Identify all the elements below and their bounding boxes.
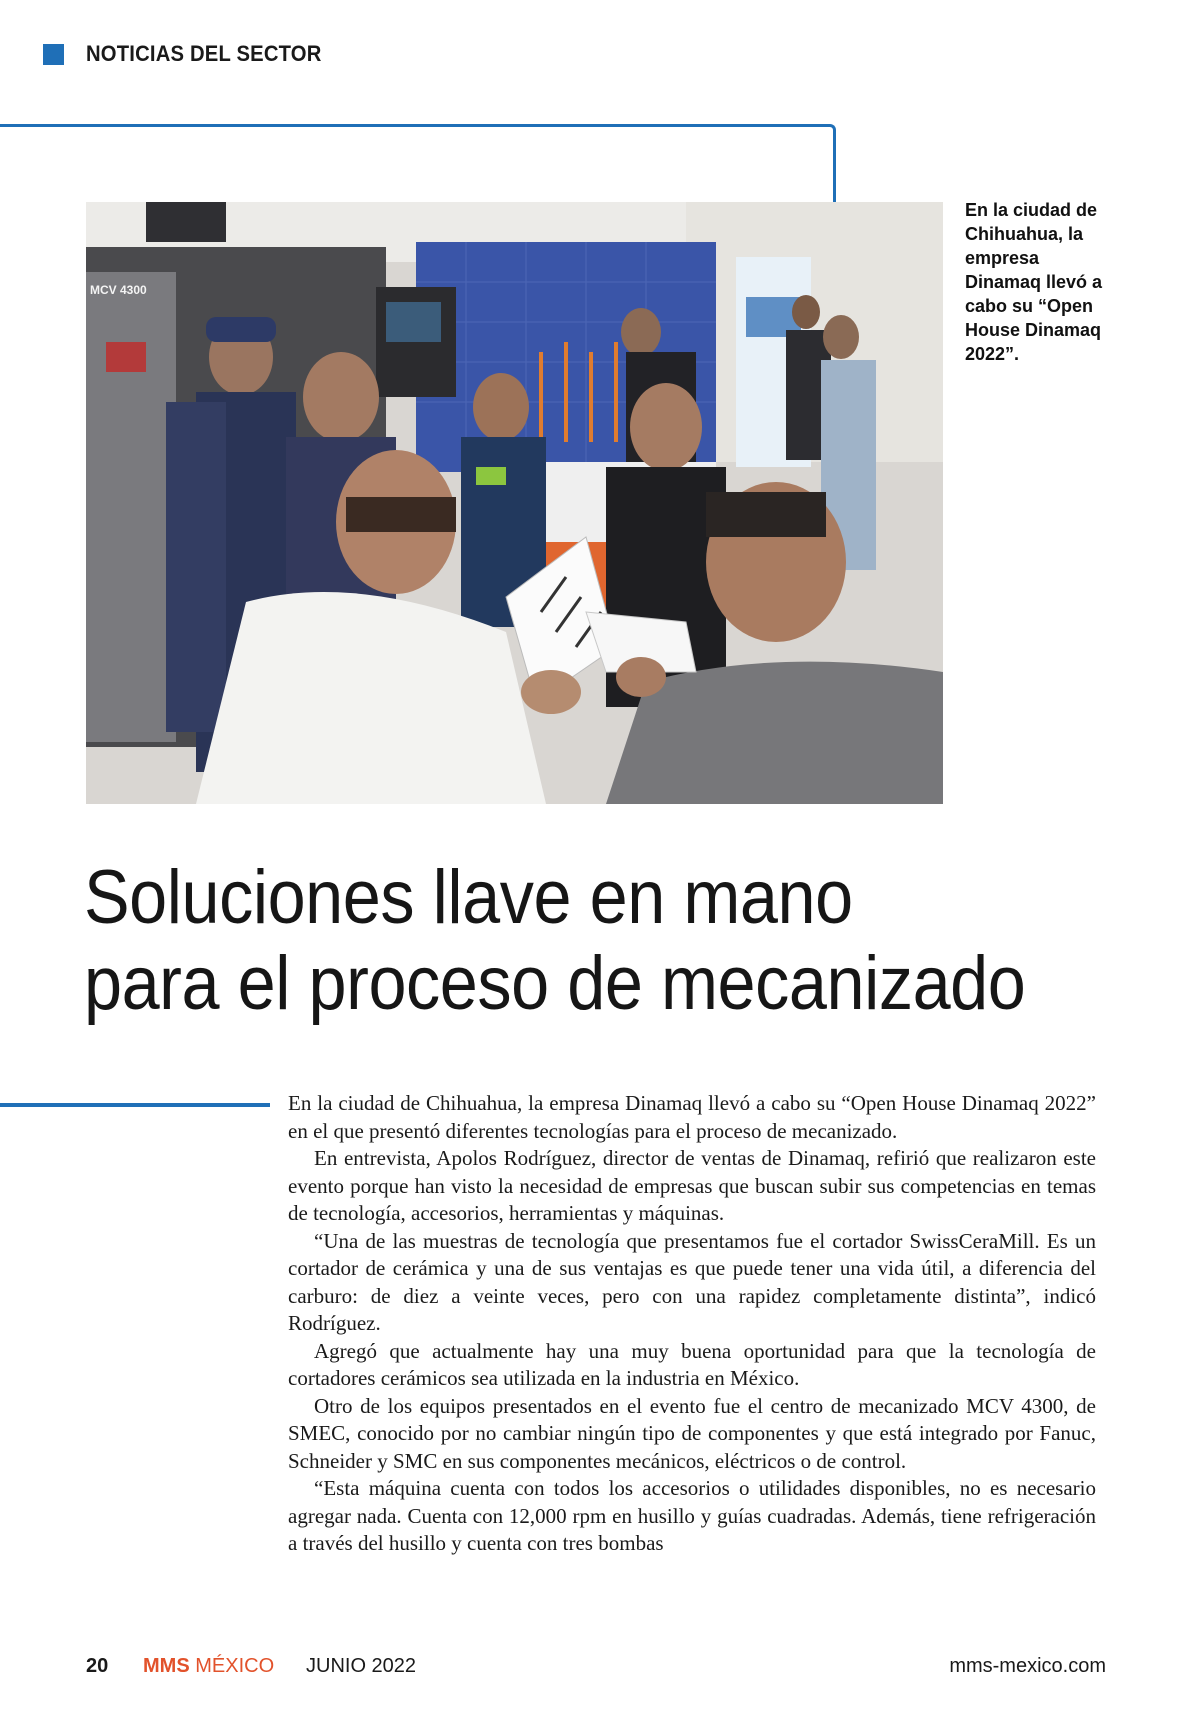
publication-brand [143,1655,274,1678]
event-photo [86,202,943,804]
brand-mms: MMS [143,1655,190,1677]
paragraph: Otro de los equipos presentados en el evento fue el centro de mecanizado MCV 4300, de SMEC, conocido por no cambiar ningún tipo de componentes y que está integrado por Fanuc, Schneider y SMC en sus componentes mecánicos, eléctricos o de control. [288,1393,1096,1473]
issue-date: JUNIO 2022 [306,1655,417,1677]
decorative-frame-line [0,124,836,204]
article-title [84,855,1038,1027]
section-marker [43,44,64,65]
website-link[interactable]: mms-mexico.com [949,1655,1106,1677]
title-line-2: para el proceso de mecanizado [84,941,1026,1026]
article-body [288,1090,1096,1558]
photo-caption: En la ciudad de Chihuahua, la empresa Dinamaq llevó a cabo su “Open House Dinamaq 2022”. [965,200,1103,364]
paragraph: Agregó que actualmente hay una muy buena oportunidad para que la tecnología de cortadores cerámicos sea utilizada en la industria en México. [288,1338,1096,1390]
brand-mexico: MÉXICO [195,1655,275,1677]
paragraph: En la ciudad de Chihuahua, la empresa Dinamaq llevó a cabo su “Open House Dinamaq 2022” en el que presentó diferentes tecnologías para el proceso de mecanizado. [288,1091,1096,1143]
page-number: 20 [86,1655,109,1677]
machine-model-label: MCV 4300 [90,283,147,297]
paragraph: “Una de las muestras de tecnología que presentamos fue el cortador SwissCeraMill. Es un cortador de cerámica y una de sus ventajas es que puede tener una vida útil, a diferencia del carburo: de diez a veinte veces, pero con una rapidez completamente distinta”, indicó Rodríguez. [288,1228,1096,1335]
paragraph: “Esta máquina cuenta con todos los accesorios o utilidades disponibles, no es necesario agregar nada. Cuenta con 12,000 rpm en husillo y guías cuadradas. Además, tiene refrigeración a través del husillo y cuenta con tres bombas [288,1476,1096,1555]
page-footer [86,1655,1106,1685]
paragraph: En entrevista, Apolos Rodríguez, director de ventas de Dinamaq, refirió que realizaron este evento porque han visto la necesidad de empresas que buscan subir sus competencias en temas de tecnología, accesorios, herramientas y máquinas. [288,1146,1096,1225]
lead-accent-line [0,1103,270,1107]
title-line-1: Soluciones llave en mano [84,855,853,940]
section-label: NOTICIAS DEL SECTOR [86,41,322,66]
